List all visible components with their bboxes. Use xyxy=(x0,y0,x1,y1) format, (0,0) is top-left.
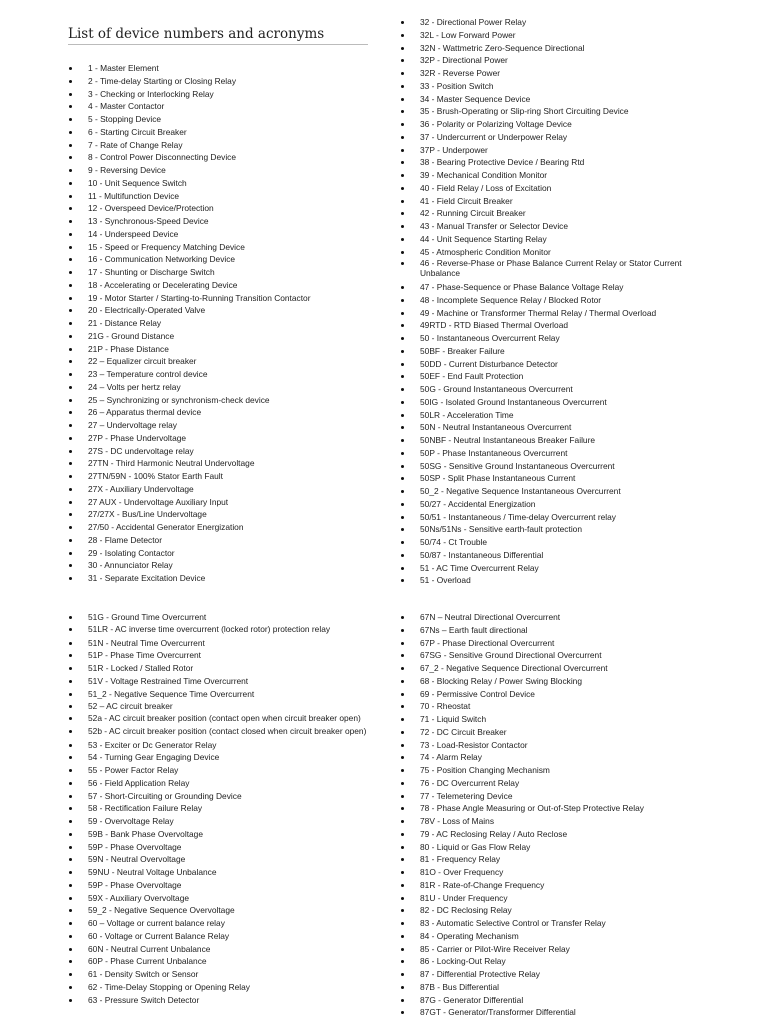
list-item: 81 - Frequency Relay xyxy=(400,853,700,866)
title-divider xyxy=(68,44,368,45)
list-item: 8 - Control Power Disconnecting Device xyxy=(68,151,368,164)
list-item: 60 – Voltage or current balance relay xyxy=(68,917,368,930)
list-item: 5 - Stopping Device xyxy=(68,113,368,126)
list-item: 67Ns – Earth fault directional xyxy=(400,624,700,637)
list-item: 81O - Over Frequency xyxy=(400,866,700,879)
page-title: List of device numbers and acronyms xyxy=(68,26,325,42)
list-item: 52 – AC circuit breaker xyxy=(68,700,368,713)
list-item: 27/27X - Bus/Line Undervoltage xyxy=(68,508,368,521)
list-item: 50G - Ground Instantaneous Overcurrent xyxy=(400,383,700,396)
list-item: 31 - Separate Excitation Device xyxy=(68,572,368,585)
list-item: 38 - Bearing Protective Device / Bearing Rtd xyxy=(400,156,700,169)
list-item: 50_2 - Negative Sequence Instantaneous Overcurrent xyxy=(400,485,700,498)
list-item: 20 - Electrically-Operated Valve xyxy=(68,304,368,317)
list-item: 44 - Unit Sequence Starting Relay xyxy=(400,233,700,246)
list-item: 78V - Loss of Mains xyxy=(400,815,700,828)
list-item: 56 - Field Application Relay xyxy=(68,777,368,790)
list-item: 33 - Position Switch xyxy=(400,80,700,93)
list-item: 87 - Differential Protective Relay xyxy=(400,968,700,981)
list-item: 30 - Annunciator Relay xyxy=(68,559,368,572)
list-item: 2 - Time-delay Starting or Closing Relay xyxy=(68,75,368,88)
list-item: 75 - Position Changing Mechanism xyxy=(400,764,700,777)
list-item: 50NBF - Neutral Instantaneous Breaker Failure xyxy=(400,434,700,447)
list-item: 73 - Load-Resistor Contactor xyxy=(400,739,700,752)
list-item: 25 – Synchronizing or synchronism-check device xyxy=(68,394,368,407)
list-item: 51 - AC Time Overcurrent Relay xyxy=(400,562,700,575)
list-item: 9 - Reversing Device xyxy=(68,164,368,177)
list-item: 50/87 - Instantaneous Differential xyxy=(400,549,700,562)
list-item: 17 - Shunting or Discharge Switch xyxy=(68,266,368,279)
list-item: 59P - Phase Overvoltage xyxy=(68,841,368,854)
list-item: 72 - DC Circuit Breaker xyxy=(400,726,700,739)
list-item: 59N - Neutral Overvoltage xyxy=(68,853,368,866)
list-item: 27/50 - Accidental Generator Energization xyxy=(68,521,368,534)
list-item: 28 - Flame Detector xyxy=(68,534,368,547)
list-item: 53 - Exciter or Dc Generator Relay xyxy=(68,739,368,752)
list-item: 87B - Bus Differential xyxy=(400,981,700,994)
list-item: 59_2 - Negative Sequence Overvoltage xyxy=(68,904,368,917)
list-item: 74 - Alarm Relay xyxy=(400,751,700,764)
list-item: 60 - Voltage or Current Balance Relay xyxy=(68,930,368,943)
list-item: 50SG - Sensitive Ground Instantaneous Overcurrent xyxy=(400,460,700,473)
list-item: 27 AUX - Undervoltage Auxiliary Input xyxy=(68,496,368,509)
list-item: 47 - Phase-Sequence or Phase Balance Voltage Relay xyxy=(400,281,700,294)
list-item: 42 - Running Circuit Breaker xyxy=(400,207,700,220)
list-item: 46 - Reverse-Phase or Phase Balance Current Relay or Stator Current Unbalance xyxy=(400,258,700,281)
list-item: 50Ns/51Ns - Sensitive earth-fault protection xyxy=(400,523,700,536)
list-item: 26 – Apparatus thermal device xyxy=(68,406,368,419)
list-item: 50DD - Current Disturbance Detector xyxy=(400,358,700,371)
list-item: 87GT - Generator/Transformer Differential xyxy=(400,1006,700,1019)
list-item: 45 - Atmospheric Condition Monitor xyxy=(400,246,700,259)
list-item: 27S - DC undervoltage relay xyxy=(68,445,368,458)
list-item: 16 - Communication Networking Device xyxy=(68,253,368,266)
list-item: 59X - Auxiliary Overvoltage xyxy=(68,892,368,905)
list-item: 51R - Locked / Stalled Rotor xyxy=(68,662,368,675)
list-item: 19 - Motor Starter / Starting-to-Running Transition Contactor xyxy=(68,292,368,305)
list-item: 61 - Density Switch or Sensor xyxy=(68,968,368,981)
list-item: 32L - Low Forward Power xyxy=(400,29,700,42)
list-item: 59NU - Neutral Voltage Unbalance xyxy=(68,866,368,879)
list-item: 50P - Phase Instantaneous Overcurrent xyxy=(400,447,700,460)
device-list-column-4 xyxy=(400,611,700,1019)
list-item: 52a - AC circuit breaker position (contact open when circuit breaker open) xyxy=(68,713,368,726)
list-item: 27P - Phase Undervoltage xyxy=(68,432,368,445)
list-item: 80 - Liquid or Gas Flow Relay xyxy=(400,841,700,854)
list-item: 32R - Reverse Power xyxy=(400,67,700,80)
list-item: 68 - Blocking Relay / Power Swing Blocking xyxy=(400,675,700,688)
list-item: 70 - Rheostat xyxy=(400,700,700,713)
list-item: 78 - Phase Angle Measuring or Out-of-Step Protective Relay xyxy=(400,802,700,815)
list-item: 21P - Phase Distance xyxy=(68,343,368,356)
device-list-column-3 xyxy=(68,611,368,1006)
list-item: 49 - Machine or Transformer Thermal Relay / Thermal Overload xyxy=(400,307,700,320)
list-item: 32 - Directional Power Relay xyxy=(400,16,700,29)
list-item: 87G - Generator Differential xyxy=(400,994,700,1007)
list-item: 18 - Accelerating or Decelerating Device xyxy=(68,279,368,292)
list-item: 50/51 - Instantaneous / Time-delay Overcurrent relay xyxy=(400,511,700,524)
list-item: 51LR - AC inverse time overcurrent (locked rotor) protection relay xyxy=(68,624,368,637)
list-item: 67P - Phase Directional Overcurrent xyxy=(400,637,700,650)
list-item: 3 - Checking or Interlocking Relay xyxy=(68,88,368,101)
list-item: 57 - Short-Circuiting or Grounding Device xyxy=(68,790,368,803)
list-item: 4 - Master Contactor xyxy=(68,100,368,113)
list-item: 32N - Wattmetric Zero-Sequence Directional xyxy=(400,42,700,55)
list-item: 27 – Undervoltage relay xyxy=(68,419,368,432)
list-item: 40 - Field Relay / Loss of Excitation xyxy=(400,182,700,195)
list-item: 14 - Underspeed Device xyxy=(68,228,368,241)
list-item: 50N - Neutral Instantaneous Overcurrent xyxy=(400,421,700,434)
list-item: 55 - Power Factor Relay xyxy=(68,764,368,777)
list-item: 58 - Rectification Failure Relay xyxy=(68,802,368,815)
list-item: 43 - Manual Transfer or Selector Device xyxy=(400,220,700,233)
device-list-column-2 xyxy=(400,16,700,587)
list-item: 34 - Master Sequence Device xyxy=(400,93,700,106)
list-item: 77 - Telemetering Device xyxy=(400,790,700,803)
list-item: 63 - Pressure Switch Detector xyxy=(68,994,368,1007)
list-item: 50SP - Split Phase Instantaneous Current xyxy=(400,472,700,485)
list-item: 51 - Overload xyxy=(400,574,700,587)
list-item: 59 - Overvoltage Relay xyxy=(68,815,368,828)
list-item: 51_2 - Negative Sequence Time Overcurrent xyxy=(68,688,368,701)
list-item: 76 - DC Overcurrent Relay xyxy=(400,777,700,790)
list-item: 50 - Instantaneous Overcurrent Relay xyxy=(400,332,700,345)
list-item: 12 - Overspeed Device/Protection xyxy=(68,202,368,215)
list-item: 50IG - Isolated Ground Instantaneous Overcurrent xyxy=(400,396,700,409)
list-item: 41 - Field Circuit Breaker xyxy=(400,195,700,208)
list-item: 27X - Auxiliary Undervoltage xyxy=(68,483,368,496)
list-item: 86 - Locking-Out Relay xyxy=(400,955,700,968)
list-item: 13 - Synchronous-Speed Device xyxy=(68,215,368,228)
list-item: 1 - Master Element xyxy=(68,62,368,75)
list-item: 62 - Time-Delay Stopping or Opening Relay xyxy=(68,981,368,994)
list-item: 51G - Ground Time Overcurrent xyxy=(68,611,368,624)
list-item: 50/74 - Ct Trouble xyxy=(400,536,700,549)
list-item: 81R - Rate-of-Change Frequency xyxy=(400,879,700,892)
list-item: 79 - AC Reclosing Relay / Auto Reclose xyxy=(400,828,700,841)
list-item: 21 - Distance Relay xyxy=(68,317,368,330)
list-item: 24 – Volts per hertz relay xyxy=(68,381,368,394)
list-item: 50LR - Acceleration Time xyxy=(400,409,700,422)
list-item: 67SG - Sensitive Ground Directional Overcurrent xyxy=(400,649,700,662)
list-item: 7 - Rate of Change Relay xyxy=(68,139,368,152)
list-item: 51V - Voltage Restrained Time Overcurrent xyxy=(68,675,368,688)
list-item: 37P - Underpower xyxy=(400,144,700,157)
list-item: 35 - Brush-Operating or Slip-ring Short Circuiting Device xyxy=(400,105,700,118)
list-item: 69 - Permissive Control Device xyxy=(400,688,700,701)
list-item: 67_2 - Negative Sequence Directional Overcurrent xyxy=(400,662,700,675)
list-item: 23 – Temperature control device xyxy=(68,368,368,381)
list-item: 60P - Phase Current Unbalance xyxy=(68,955,368,968)
list-item: 48 - Incomplete Sequence Relay / Blocked Rotor xyxy=(400,294,700,307)
list-item: 50EF - End Fault Protection xyxy=(400,370,700,383)
list-item: 21G - Ground Distance xyxy=(68,330,368,343)
list-item: 85 - Carrier or Pilot-Wire Receiver Relay xyxy=(400,943,700,956)
list-item: 6 - Starting Circuit Breaker xyxy=(68,126,368,139)
list-item: 52b - AC circuit breaker position (contact closed when circuit breaker open) xyxy=(68,726,368,739)
list-item: 32P - Directional Power xyxy=(400,54,700,67)
list-item: 84 - Operating Mechanism xyxy=(400,930,700,943)
list-item: 22 – Equalizer circuit breaker xyxy=(68,355,368,368)
list-item: 49RTD - RTD Biased Thermal Overload xyxy=(400,319,700,332)
list-item: 50BF - Breaker Failure xyxy=(400,345,700,358)
list-item: 67N – Neutral Directional Overcurrent xyxy=(400,611,700,624)
list-item: 51N - Neutral Time Overcurrent xyxy=(68,637,368,650)
list-item: 59P - Phase Overvoltage xyxy=(68,879,368,892)
list-item: 60N - Neutral Current Unbalance xyxy=(68,943,368,956)
list-item: 54 - Turning Gear Engaging Device xyxy=(68,751,368,764)
list-item: 83 - Automatic Selective Control or Transfer Relay xyxy=(400,917,700,930)
list-item: 82 - DC Reclosing Relay xyxy=(400,904,700,917)
list-item: 71 - Liquid Switch xyxy=(400,713,700,726)
device-list-column-1 xyxy=(68,62,368,585)
list-item: 59B - Bank Phase Overvoltage xyxy=(68,828,368,841)
list-item: 27TN - Third Harmonic Neutral Undervoltage xyxy=(68,457,368,470)
list-item: 29 - Isolating Contactor xyxy=(68,547,368,560)
list-item: 10 - Unit Sequence Switch xyxy=(68,177,368,190)
list-item: 27TN/59N - 100% Stator Earth Fault xyxy=(68,470,368,483)
list-item: 39 - Mechanical Condition Monitor xyxy=(400,169,700,182)
list-item: 36 - Polarity or Polarizing Voltage Device xyxy=(400,118,700,131)
list-item: 11 - Multifunction Device xyxy=(68,190,368,203)
list-item: 15 - Speed or Frequency Matching Device xyxy=(68,241,368,254)
list-item: 81U - Under Frequency xyxy=(400,892,700,905)
list-item: 50/27 - Accidental Energization xyxy=(400,498,700,511)
list-item: 51P - Phase Time Overcurrent xyxy=(68,649,368,662)
list-item: 37 - Undercurrent or Underpower Relay xyxy=(400,131,700,144)
